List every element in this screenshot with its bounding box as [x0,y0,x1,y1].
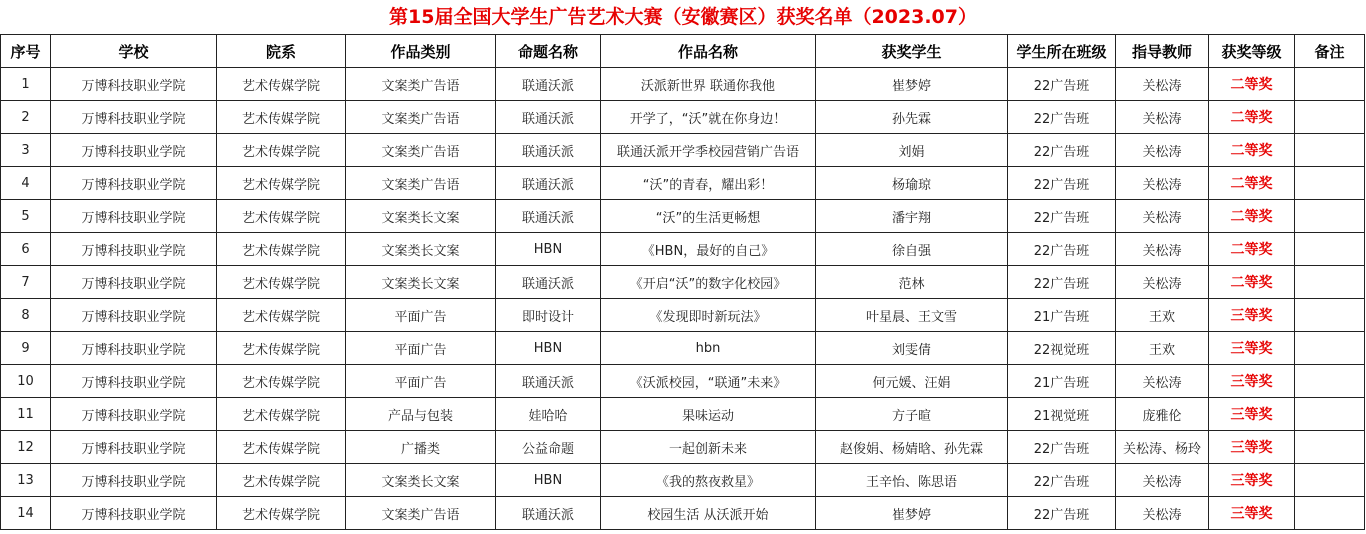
cell-col-class: 22广告班 [1008,101,1116,134]
cell-col-remark [1295,167,1365,200]
cell-col-topic: 公益命题 [496,431,601,464]
cell-col-award-level: 二等奖 [1209,101,1295,134]
cell-col-school: 万博科技职业学院 [51,68,217,101]
cell-col-award-level: 三等奖 [1209,365,1295,398]
cell-col-remark [1295,134,1365,167]
cell-col-school: 万博科技职业学院 [51,266,217,299]
cell-col-remark [1295,200,1365,233]
table-row [1,398,1365,431]
cell-col-department: 艺术传媒学院 [217,134,346,167]
table-row [1,101,1365,134]
cell-col-department: 艺术传媒学院 [217,332,346,365]
cell-col-students: 徐自强 [816,233,1008,266]
cell-col-category: 文案类长文案 [346,464,496,497]
cell-col-department: 艺术传媒学院 [217,68,346,101]
cell-col-topic: 联通沃派 [496,101,601,134]
table-row [1,431,1365,464]
cell-col-class: 22广告班 [1008,497,1116,530]
cell-col-students: 何元媛、汪娟 [816,365,1008,398]
cell-col-advisor: 关松涛 [1116,365,1209,398]
cell-col-school: 万博科技职业学院 [51,233,217,266]
cell-col-work-title: 联通沃派开学季校园营销广告语 [601,134,816,167]
cell-col-index: 8 [1,299,51,332]
cell-col-school: 万博科技职业学院 [51,398,217,431]
cell-col-index: 4 [1,167,51,200]
header-col-award-level: 获奖等级 [1209,35,1295,68]
cell-col-advisor: 王欢 [1116,299,1209,332]
cell-col-work-title: 《HBN，最好的自己》 [601,233,816,266]
cell-col-class: 22广告班 [1008,200,1116,233]
cell-col-school: 万博科技职业学院 [51,200,217,233]
header-row [1,35,1365,68]
cell-col-work-title: 《发现即时新玩法》 [601,299,816,332]
cell-col-award-level: 二等奖 [1209,266,1295,299]
cell-col-school: 万博科技职业学院 [51,134,217,167]
cell-col-remark [1295,266,1365,299]
cell-col-award-level: 二等奖 [1209,134,1295,167]
cell-col-class: 21视觉班 [1008,398,1116,431]
table-row [1,266,1365,299]
award-table [0,34,1365,530]
cell-col-work-title: 校园生活 从沃派开始 [601,497,816,530]
cell-col-award-level: 三等奖 [1209,497,1295,530]
table-row [1,299,1365,332]
cell-col-school: 万博科技职业学院 [51,365,217,398]
cell-col-advisor: 关松涛 [1116,200,1209,233]
table-row [1,464,1365,497]
cell-col-award-level: 三等奖 [1209,464,1295,497]
cell-col-advisor: 关松涛 [1116,464,1209,497]
cell-col-students: 赵俊娟、杨婧晗、孙先霖 [816,431,1008,464]
header-col-class: 学生所在班级 [1008,35,1116,68]
cell-col-school: 万博科技职业学院 [51,464,217,497]
cell-col-topic: HBN [496,233,601,266]
cell-col-class: 22广告班 [1008,167,1116,200]
cell-col-department: 艺术传媒学院 [217,233,346,266]
table-row [1,167,1365,200]
cell-col-work-title: 沃派新世界 联通你我他 [601,68,816,101]
cell-col-index: 2 [1,101,51,134]
cell-col-topic: 联通沃派 [496,134,601,167]
header-col-students: 获奖学生 [816,35,1008,68]
cell-col-category: 文案类长文案 [346,233,496,266]
cell-col-topic: HBN [496,332,601,365]
cell-col-work-title: 开学了，“沃”就在你身边！ [601,101,816,134]
cell-col-department: 艺术传媒学院 [217,200,346,233]
cell-col-category: 文案类长文案 [346,266,496,299]
cell-col-topic: 即时设计 [496,299,601,332]
cell-col-students: 方子暄 [816,398,1008,431]
cell-col-department: 艺术传媒学院 [217,464,346,497]
cell-col-advisor: 关松涛 [1116,497,1209,530]
table-row [1,497,1365,530]
cell-col-remark [1295,101,1365,134]
cell-col-department: 艺术传媒学院 [217,431,346,464]
cell-col-advisor: 关松涛 [1116,167,1209,200]
header-col-index: 序号 [1,35,51,68]
cell-col-award-level: 三等奖 [1209,431,1295,464]
cell-col-class: 22广告班 [1008,266,1116,299]
cell-col-category: 文案类广告语 [346,134,496,167]
cell-col-award-level: 二等奖 [1209,167,1295,200]
cell-col-students: 孙先霖 [816,101,1008,134]
cell-col-index: 5 [1,200,51,233]
cell-col-students: 刘雯倩 [816,332,1008,365]
cell-col-index: 11 [1,398,51,431]
cell-col-index: 9 [1,332,51,365]
cell-col-class: 21广告班 [1008,299,1116,332]
cell-col-students: 杨瑜琼 [816,167,1008,200]
cell-col-advisor: 关松涛 [1116,68,1209,101]
cell-col-work-title: 一起创新未来 [601,431,816,464]
cell-col-department: 艺术传媒学院 [217,167,346,200]
cell-col-school: 万博科技职业学院 [51,167,217,200]
cell-col-index: 13 [1,464,51,497]
table-row [1,233,1365,266]
header-col-advisor: 指导教师 [1116,35,1209,68]
cell-col-work-title: 果味运动 [601,398,816,431]
cell-col-category: 文案类广告语 [346,167,496,200]
cell-col-students: 王辛怡、陈思语 [816,464,1008,497]
header-col-school: 学校 [51,35,217,68]
cell-col-department: 艺术传媒学院 [217,266,346,299]
cell-col-students: 刘娟 [816,134,1008,167]
cell-col-index: 7 [1,266,51,299]
cell-col-advisor: 关松涛、杨玲 [1116,431,1209,464]
cell-col-topic: 联通沃派 [496,266,601,299]
cell-col-category: 文案类广告语 [346,497,496,530]
cell-col-topic: 联通沃派 [496,497,601,530]
cell-col-remark [1295,332,1365,365]
cell-col-topic: HBN [496,464,601,497]
cell-col-school: 万博科技职业学院 [51,101,217,134]
cell-col-award-level: 二等奖 [1209,233,1295,266]
cell-col-topic: 联通沃派 [496,200,601,233]
table-body [1,68,1365,530]
cell-col-remark [1295,365,1365,398]
header-col-department: 院系 [217,35,346,68]
cell-col-department: 艺术传媒学院 [217,497,346,530]
table-row [1,332,1365,365]
cell-col-class: 22广告班 [1008,431,1116,464]
cell-col-remark [1295,299,1365,332]
cell-col-category: 平面广告 [346,332,496,365]
header-col-topic: 命题名称 [496,35,601,68]
cell-col-students: 崔梦婷 [816,68,1008,101]
cell-col-students: 崔梦婷 [816,497,1008,530]
cell-col-category: 文案类长文案 [346,200,496,233]
cell-col-department: 艺术传媒学院 [217,299,346,332]
cell-col-school: 万博科技职业学院 [51,497,217,530]
cell-col-class: 21广告班 [1008,365,1116,398]
cell-col-work-title: “沃”的青春，耀出彩！ [601,167,816,200]
cell-col-award-level: 二等奖 [1209,200,1295,233]
cell-col-category: 广播类 [346,431,496,464]
cell-col-work-title: 《我的熬夜救星》 [601,464,816,497]
table-row [1,200,1365,233]
cell-col-remark [1295,233,1365,266]
cell-col-index: 1 [1,68,51,101]
cell-col-award-level: 三等奖 [1209,398,1295,431]
cell-col-class: 22广告班 [1008,68,1116,101]
cell-col-school: 万博科技职业学院 [51,431,217,464]
cell-col-students: 潘宇翔 [816,200,1008,233]
cell-col-advisor: 关松涛 [1116,134,1209,167]
cell-col-work-title: “沃”的生活更畅想 [601,200,816,233]
cell-col-category: 产品与包装 [346,398,496,431]
cell-col-class: 22广告班 [1008,233,1116,266]
cell-col-award-level: 二等奖 [1209,68,1295,101]
header-col-category: 作品类别 [346,35,496,68]
cell-col-advisor: 关松涛 [1116,266,1209,299]
header-col-remark: 备注 [1295,35,1365,68]
cell-col-remark [1295,398,1365,431]
cell-col-class: 22视觉班 [1008,332,1116,365]
cell-col-work-title: 《沃派校园，“联通”未来》 [601,365,816,398]
cell-col-category: 文案类广告语 [346,68,496,101]
cell-col-work-title: 《开启“沃”的数字化校园》 [601,266,816,299]
cell-col-class: 22广告班 [1008,464,1116,497]
cell-col-award-level: 三等奖 [1209,332,1295,365]
cell-col-award-level: 三等奖 [1209,299,1295,332]
cell-col-index: 6 [1,233,51,266]
cell-col-category: 平面广告 [346,299,496,332]
cell-col-advisor: 关松涛 [1116,233,1209,266]
page-title: 第15届全国大学生广告艺术大赛（安徽赛区）获奖名单（2023.07） [389,6,977,28]
cell-col-category: 文案类广告语 [346,101,496,134]
cell-col-remark [1295,464,1365,497]
cell-col-index: 14 [1,497,51,530]
table-row [1,68,1365,101]
cell-col-remark [1295,68,1365,101]
cell-col-category: 平面广告 [346,365,496,398]
table-row [1,365,1365,398]
cell-col-students: 范林 [816,266,1008,299]
cell-col-students: 叶星晨、王文雪 [816,299,1008,332]
cell-col-class: 22广告班 [1008,134,1116,167]
cell-col-advisor: 王欢 [1116,332,1209,365]
cell-col-index: 10 [1,365,51,398]
cell-col-school: 万博科技职业学院 [51,332,217,365]
cell-col-index: 12 [1,431,51,464]
header-col-work-title: 作品名称 [601,35,816,68]
cell-col-topic: 联通沃派 [496,167,601,200]
cell-col-advisor: 关松涛 [1116,101,1209,134]
cell-col-department: 艺术传媒学院 [217,101,346,134]
cell-col-advisor: 庞雅伦 [1116,398,1209,431]
cell-col-department: 艺术传媒学院 [217,365,346,398]
cell-col-school: 万博科技职业学院 [51,299,217,332]
table-row [1,134,1365,167]
cell-col-topic: 联通沃派 [496,365,601,398]
cell-col-department: 艺术传媒学院 [217,398,346,431]
cell-col-index: 3 [1,134,51,167]
cell-col-work-title: hbn [601,332,816,365]
cell-col-remark [1295,431,1365,464]
cell-col-topic: 娃哈哈 [496,398,601,431]
cell-col-topic: 联通沃派 [496,68,601,101]
cell-col-remark [1295,497,1365,530]
